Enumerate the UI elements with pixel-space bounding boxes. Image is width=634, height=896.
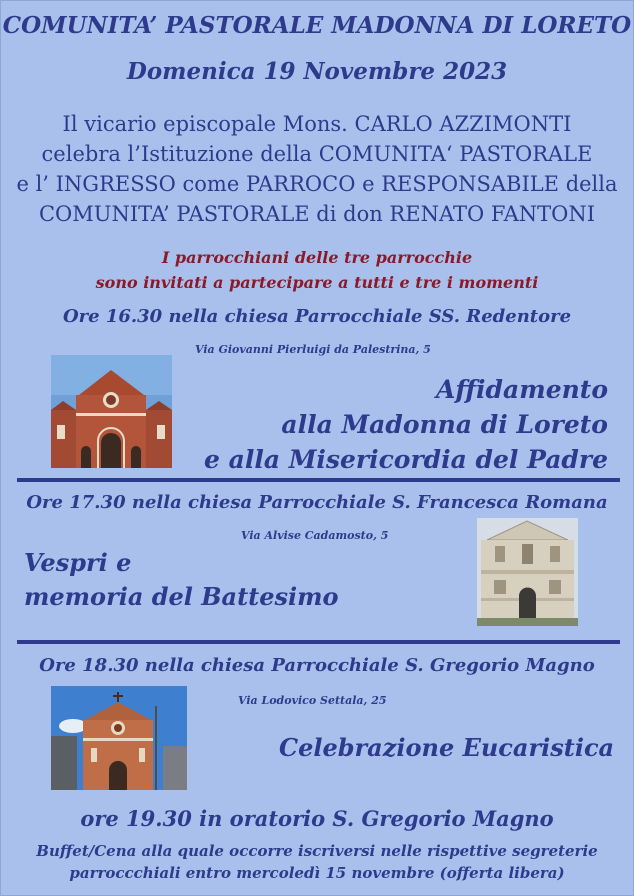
church-redentore-photo — [51, 355, 172, 468]
intro-line: Il vicario episcopale Mons. CARLO AZZIMONTI — [62, 112, 572, 136]
church-gregorio-magno-photo — [51, 686, 187, 790]
intro-line: celebra l’Istituzione della COMUNITA‘ PASTORALE — [41, 142, 593, 166]
page-title: COMUNITA’ PASTORALE MADONNA DI LORETO — [2, 12, 632, 39]
church-francesca-romana-photo — [477, 518, 578, 626]
dinner-note — [0, 840, 634, 884]
event-1-title-line: e alla Misericordia del Padre — [204, 445, 608, 474]
invite-text — [0, 245, 634, 295]
event-1-title-line: alla Madonna di Loreto — [281, 410, 608, 439]
event-2-address: Via Alvise Cadamosto, 5 — [241, 529, 389, 542]
event-1-address: Via Giovanni Pierluigi da Palestrina, 5 — [195, 343, 431, 356]
event-1-title — [204, 372, 608, 477]
event-3-address: Via Lodovico Settala, 25 — [238, 694, 387, 707]
dinner-time-place: ore 19.30 in oratorio S. Gregorio Magno — [80, 806, 554, 831]
event-date: Domenica 19 Novembre 2023 — [126, 58, 508, 85]
event-2-title-line: Vespri e — [24, 548, 132, 577]
intro-line: e l’ INGRESSO come PARROCO e RESPONSABILE della — [16, 172, 618, 196]
event-3-time-place: Ore 18.30 nella chiesa Parrocchiale S. Gregorio Magno — [39, 655, 595, 676]
event-2-title — [24, 546, 339, 614]
event-1-time-place: Ore 16.30 nella chiesa Parrocchiale SS. Redentore — [62, 306, 572, 327]
event-2-time-place: Ore 17.30 nella chiesa Parrocchiale S. Francesca Romana — [26, 492, 608, 513]
event-3-title: Celebrazione Eucaristica — [279, 733, 615, 762]
intro-text — [0, 109, 634, 229]
section-divider — [17, 478, 620, 482]
event-1-title-line: Affidamento — [435, 375, 608, 404]
invite-line: I parrocchiani delle tre parrocchie — [161, 248, 473, 267]
invite-line: sono invitati a partecipare a tutti e tre i momenti — [95, 273, 539, 292]
dinner-note-line: Buffet/Cena alla quale occorre iscriversi nelle rispettive segreterie — [36, 842, 598, 860]
section-divider — [17, 640, 620, 644]
event-2-title-line: memoria del Battesimo — [24, 582, 339, 611]
intro-line: COMUNITA’ PASTORALE di don RENATO FANTONI — [38, 202, 596, 226]
dinner-note-line: parroccchiali entro mercoledì 15 novembre (offerta libera) — [69, 864, 565, 882]
